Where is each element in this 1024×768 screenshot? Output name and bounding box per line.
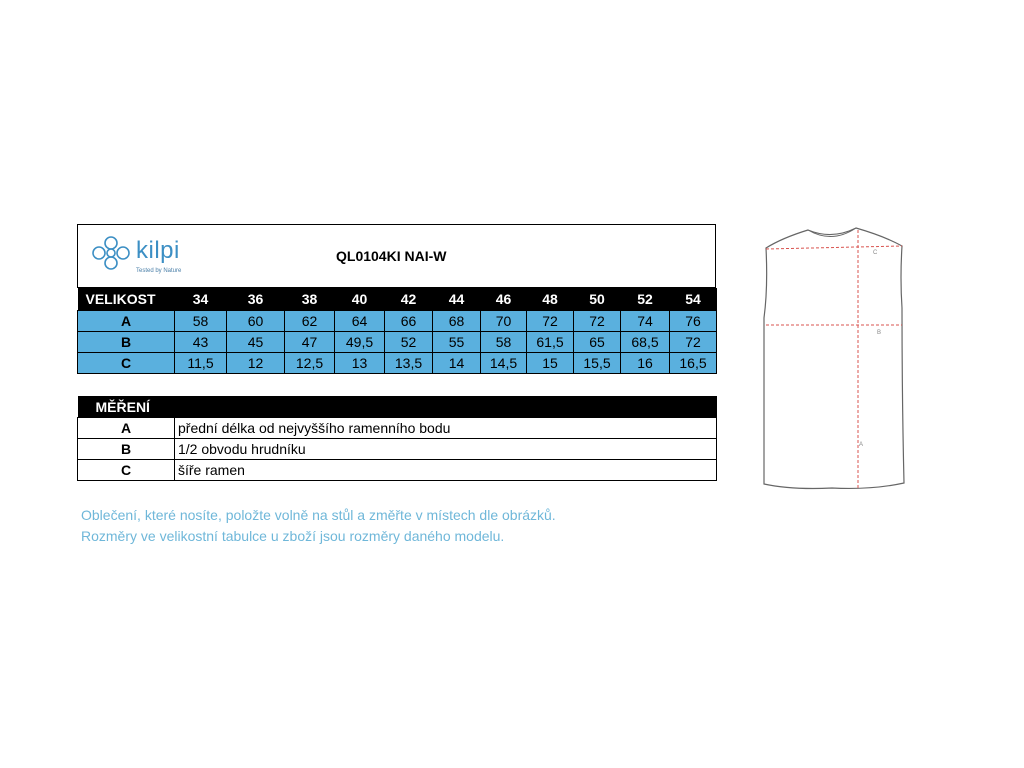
size-value-cell: 16 (621, 353, 670, 374)
size-value-cell: 13 (335, 353, 385, 374)
size-value-cell: 68 (433, 311, 481, 332)
size-chart (77, 224, 716, 374)
table-row (78, 311, 717, 332)
garment-diagram (752, 218, 912, 498)
size-value-cell: 72 (574, 311, 621, 332)
size-value-cell: 62 (285, 311, 335, 332)
table-row (78, 332, 717, 353)
size-value-cell: 14 (433, 353, 481, 374)
measurement-table (77, 396, 717, 481)
measure-desc-c: šíře ramen (175, 460, 717, 481)
size-header-cell: 48 (527, 288, 574, 311)
brand-name: kilpi (136, 237, 180, 264)
size-value-cell: 11,5 (175, 353, 227, 374)
size-value-cell: 72 (670, 332, 717, 353)
size-header-label: VELIKOST (78, 288, 175, 311)
size-value-cell: 61,5 (527, 332, 574, 353)
measurement-notes (81, 505, 556, 547)
row-label: B (78, 332, 175, 353)
size-value-cell: 60 (227, 311, 285, 332)
table-row (78, 353, 717, 374)
measurement-header-label: MĚŘENÍ (78, 396, 175, 418)
brand-tagline: Tested by Nature (136, 268, 182, 274)
measure-line-c (766, 246, 902, 249)
size-value-cell: 55 (433, 332, 481, 353)
size-value-cell: 68,5 (621, 332, 670, 353)
measure-desc-b: 1/2 obvodu hrudníku (175, 439, 717, 460)
size-value-cell: 58 (175, 311, 227, 332)
kilpi-knot-icon (90, 235, 132, 271)
size-value-cell: 47 (285, 332, 335, 353)
size-value-cell: 15,5 (574, 353, 621, 374)
measurement-header-row (78, 396, 717, 418)
diagram-label-a: A (859, 442, 864, 448)
size-value-cell: 74 (621, 311, 670, 332)
size-value-cell: 43 (175, 332, 227, 353)
size-value-cell: 64 (335, 311, 385, 332)
size-value-cell: 58 (481, 332, 527, 353)
size-value-cell: 49,5 (335, 332, 385, 353)
measurement-legend (77, 396, 716, 481)
size-chart-header (77, 224, 716, 288)
size-value-cell: 52 (385, 332, 433, 353)
table-row (78, 418, 717, 439)
measure-label-c: C (78, 460, 175, 481)
size-value-cell: 13,5 (385, 353, 433, 374)
measure-label-a: A (78, 418, 175, 439)
size-value-cell: 16,5 (670, 353, 717, 374)
size-header-cell: 42 (385, 288, 433, 311)
table-row (78, 460, 717, 481)
diagram-label-b: B (877, 330, 882, 336)
size-header-cell: 54 (670, 288, 717, 311)
size-value-cell: 45 (227, 332, 285, 353)
size-header-cell: 50 (574, 288, 621, 311)
size-header-cell: 38 (285, 288, 335, 311)
row-label: C (78, 353, 175, 374)
size-value-cell: 65 (574, 332, 621, 353)
size-header-cell: 36 (227, 288, 285, 311)
size-value-cell: 66 (385, 311, 433, 332)
size-header-row (78, 288, 717, 311)
tank-top-outline-icon (752, 218, 912, 498)
size-header-cell: 44 (433, 288, 481, 311)
diagram-label-c: C (873, 250, 878, 256)
measure-desc-a: přední délka od nejvyššího ramenního bodu (175, 418, 717, 439)
size-value-cell: 14,5 (481, 353, 527, 374)
row-label: A (78, 311, 175, 332)
brand-logo (90, 233, 200, 277)
size-value-cell: 76 (670, 311, 717, 332)
size-header-cell: 46 (481, 288, 527, 311)
table-row (78, 439, 717, 460)
size-value-cell: 12,5 (285, 353, 335, 374)
size-value-cell: 72 (527, 311, 574, 332)
size-header-cell: 34 (175, 288, 227, 311)
size-header-cell: 52 (621, 288, 670, 311)
size-table (77, 288, 717, 374)
note-line-2: Rozměry ve velikostní tabulce u zboží jsou rozměry daného modelu. (81, 528, 505, 544)
measure-label-b: B (78, 439, 175, 460)
model-code: QL0104KI NAI-W (336, 248, 447, 264)
size-value-cell: 12 (227, 353, 285, 374)
note-line-1: Oblečení, které nosíte, položte volně na stůl a změřte v místech dle obrázků. (81, 507, 556, 523)
size-value-cell: 70 (481, 311, 527, 332)
size-header-cell: 40 (335, 288, 385, 311)
garment-outline (764, 228, 904, 489)
size-value-cell: 15 (527, 353, 574, 374)
